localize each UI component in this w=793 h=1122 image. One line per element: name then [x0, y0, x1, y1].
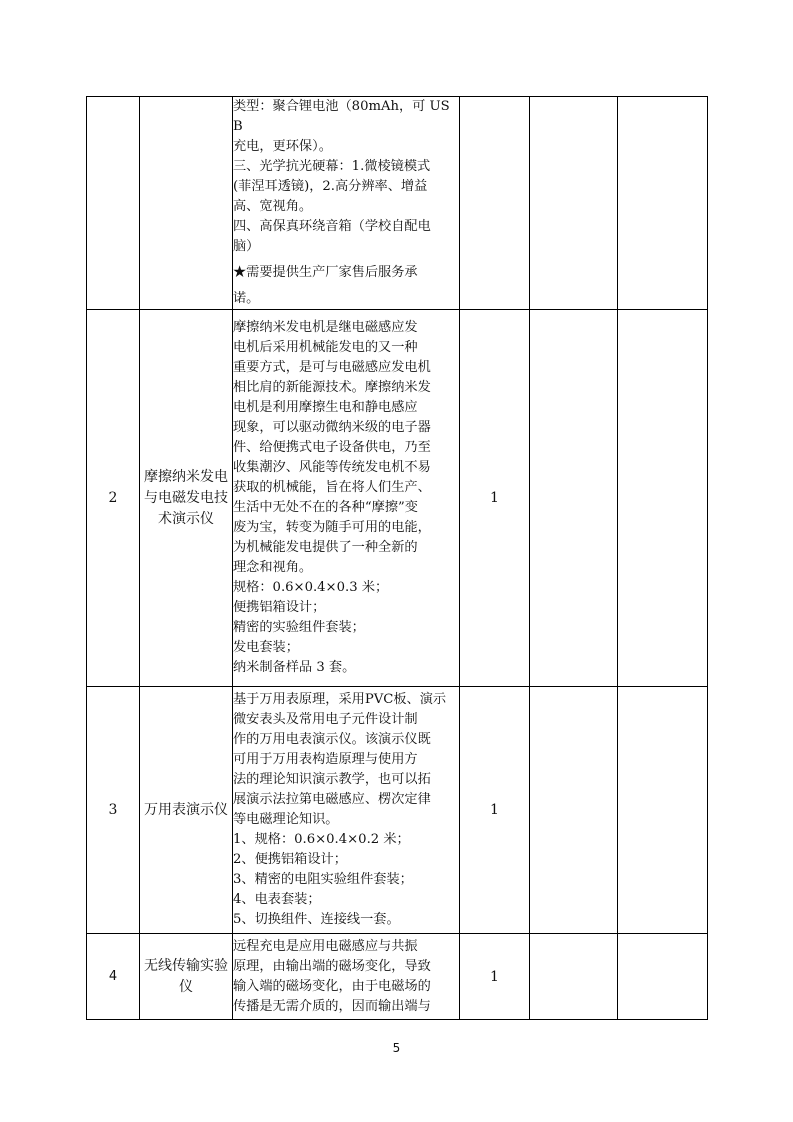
item-name-cell: 无线传输实验仪 [140, 934, 233, 1020]
item-quantity-cell: 1 [460, 934, 530, 1020]
description-line: 诺。 [233, 291, 260, 306]
description-line: 脑） [233, 239, 260, 254]
description-line: 法的理论知识演示教学，也可以拓 [233, 772, 431, 787]
description-line: 传播是无需介质的，因而输出端与 [233, 998, 431, 1014]
item-number-cell: 4 [87, 934, 140, 1020]
item-description-cell [233, 687, 460, 934]
description-line: 类型：聚合锂电池（80mAh，可 USB [233, 99, 450, 134]
description-line: 理念和视角。 [233, 560, 313, 575]
description-line: 相比肩的新能源技术。摩擦纳米发 [233, 380, 431, 395]
description-line: (菲涅耳透镜)，2.高分辨率、增益 [233, 179, 428, 194]
item-name-cell [140, 97, 233, 310]
description-line: 摩擦纳米发电机是继电磁感应发 [233, 320, 418, 335]
item-number-cell [87, 97, 140, 310]
empty-cell [530, 97, 618, 310]
item-quantity-cell [460, 97, 530, 310]
description-line: 便携铝箱设计； [233, 600, 326, 615]
description-line: 精密的实验组件套装； [233, 620, 365, 635]
table-row [87, 310, 708, 687]
description-line: 充电，更环保）。 [233, 139, 332, 154]
description-line: 原理，由输出端的磁场变化，导致 [233, 958, 431, 974]
item-name-cell: 摩擦纳米发电与电磁发电技术演示仪 [140, 310, 233, 687]
description-line: 微安表头及常用电子元件设计制 [233, 712, 418, 727]
item-description-cell [233, 97, 460, 310]
item-number-cell: 3 [87, 687, 140, 934]
description-line: 收集潮汐、风能等传统发电机不易 [233, 460, 431, 475]
description-line: 远程充电是应用电磁感应与共振 [233, 938, 418, 954]
description-line: 纳米制备样品 3 套。 [233, 660, 356, 675]
description-line: 生活中无处不在的各种“摩擦”变 [233, 500, 418, 515]
description-line: 2、便携铝箱设计； [233, 852, 347, 867]
table-row [87, 934, 708, 1020]
description-line: 三、光学抗光硬幕：1.微棱镜模式 [233, 159, 431, 174]
description-line: 3、精密的电阻实验组件套装； [233, 872, 413, 887]
item-name-cell: 万用表演示仪 [140, 687, 233, 934]
description-line: 等电磁理论知识。 [233, 812, 339, 827]
empty-cell [530, 687, 618, 934]
empty-cell [530, 934, 618, 1020]
description-line: 废为宝，转变为随手可用的电能， [233, 520, 431, 535]
description-line: 1、规格：0.6×0.4×0.2 米； [233, 832, 410, 847]
description-line: 获取的机械能，旨在将人们生产、 [233, 480, 431, 495]
empty-cell [618, 934, 708, 1020]
description-line: 输入端的磁场变化，由于电磁场的 [233, 978, 431, 994]
description-line: 电机是利用摩擦生电和静电感应 [233, 400, 418, 415]
empty-cell [618, 310, 708, 687]
description-line: 四、高保真环绕音箱（学校自配电 [233, 219, 431, 234]
description-line: 为机械能发电提供了一种全新的 [233, 540, 418, 555]
description-line: 规格：0.6×0.4×0.3 米； [233, 580, 389, 595]
table-row [87, 97, 708, 310]
description-line: 作的万用电表演示仪。该演示仪既 [233, 732, 431, 747]
item-number-cell: 2 [87, 310, 140, 687]
item-quantity-cell: 1 [460, 687, 530, 934]
item-description-cell [233, 310, 460, 687]
description-line: 展演示法拉第电磁感应、楞次定律 [233, 792, 431, 807]
item-description-cell [233, 934, 460, 1020]
description-line: 5、切换组件、连接线一套。 [233, 912, 400, 927]
empty-cell [618, 687, 708, 934]
equipment-spec-table [86, 96, 708, 1020]
description-line: 件、给便携式电子设备供电，乃至 [233, 440, 431, 455]
description-line: ★需要提供生产厂家售后服务承 [233, 265, 418, 280]
page-number: 5 [392, 1041, 401, 1055]
empty-cell [530, 310, 618, 687]
description-line: 重要方式，是可与电磁感应发电机 [233, 360, 431, 375]
description-line: 电机后采用机械能发电的又一种 [233, 340, 418, 355]
description-line: 发电套装； [233, 640, 299, 655]
item-quantity-cell: 1 [460, 310, 530, 687]
table-row [87, 687, 708, 934]
description-line: 4、电表套装； [233, 892, 321, 907]
description-line: 现象，可以驱动微纳米级的电子器 [233, 420, 431, 435]
description-line: 可用于万用表构造原理与使用方 [233, 752, 418, 767]
description-line: 高、宽视角。 [233, 199, 313, 214]
empty-cell [618, 97, 708, 310]
description-line: 基于万用表原理，采用PVC板、演示 [233, 692, 447, 707]
